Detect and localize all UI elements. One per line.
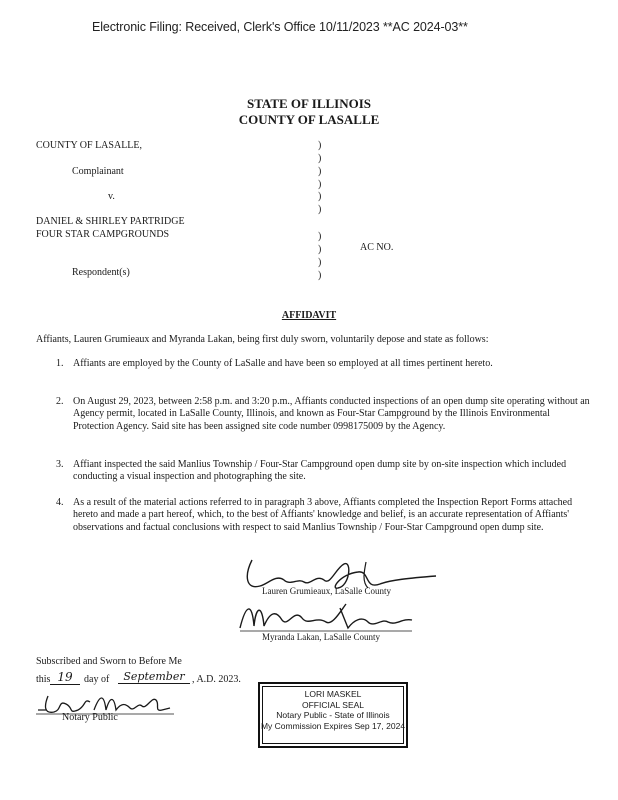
stamp-expires: My Commission Expires Sep 17, 2024 [260, 720, 406, 731]
filing-header: Electronic Filing: Received, Clerk's Office 10/11/2023 **AC 2024-03** [92, 20, 468, 34]
caption-paren: ) [318, 257, 322, 268]
county-title: COUNTY OF LASALLE [238, 112, 380, 127]
item-number: 1. [56, 358, 64, 369]
stamp-seal: OFFICIAL SEAL [301, 699, 365, 710]
item-text: Affiants are employed by the County of LaSalle and have been so employed at all times pertinent hereto. [73, 358, 493, 369]
caption-paren: ) [318, 231, 322, 242]
caption-paren: ) [318, 191, 322, 202]
item-number: 3. [56, 459, 64, 470]
subscribed-text: Subscribed and Sworn to Before Me [36, 656, 182, 667]
caption-paren: ) [318, 244, 322, 255]
notary-month: September [118, 670, 190, 684]
affiant2-signature [236, 598, 416, 636]
caption-ac-no: AC NO. [360, 242, 394, 253]
notary-this: this [36, 674, 51, 685]
notary-year: , A.D. 2023. [192, 674, 241, 685]
item-number: 2. [56, 396, 64, 407]
caption-respondent-line2: FOUR STAR CAMPGROUNDS [36, 229, 170, 240]
caption-paren: ) [318, 166, 322, 177]
item-text: As a result of the material actions referred to in paragraph 3 above, Affiants completed the Inspection Report Forms attached hereto and made a part hereof, which, to the best of Affiants' knowledge and belief, is an accurate representation of Affiants' observations and factual conclusions with respect to said Manlius Township / Four-Star Campground open dump site. [73, 497, 573, 533]
caption-versus: v. [108, 191, 115, 202]
affidavit-title: AFFIDAVIT [281, 310, 337, 321]
caption-county: COUNTY OF LASALLE, [36, 140, 143, 151]
item-text: Affiant inspected the said Manlius Township / Four-Star Campground open dump site by on-site inspection which included conducting a visual inspection and photographing the site. [73, 459, 567, 483]
caption-paren: ) [318, 204, 322, 215]
caption-paren: ) [318, 270, 322, 281]
item-text: On August 29, 2023, between 2:58 p.m. and 3:20 p.m., Affiants conducted inspections of an open dump site operating without an Agency permit, located in LaSalle County, Illinois, and known as Four-Star Campground by the Illinois Environmental Protection Agency. Said site has been assigned site code number 0998175009 by the Agency. [73, 396, 590, 432]
stamp-state: Notary Public - State of Illinois [276, 710, 390, 720]
notary-seal-stamp [258, 682, 408, 748]
caption-paren: ) [318, 179, 322, 190]
caption-complainant: Complainant [72, 166, 124, 177]
affiant2-name: Myranda Lakan, LaSalle County [262, 632, 380, 642]
caption-paren: ) [318, 140, 322, 151]
stamp-name: LORI MASKEL [304, 689, 362, 699]
caption-paren: ) [318, 153, 322, 164]
notary-day-of: day of [84, 674, 110, 685]
state-title: STATE OF ILLINOIS [246, 96, 372, 111]
affidavit-intro: Affiants, Lauren Grumieaux and Myranda Lakan, being first duly sworn, voluntarily depose and state as follows: [36, 334, 489, 345]
caption-respondents: Respondent(s) [72, 267, 130, 278]
notary-day: 19 [50, 670, 80, 685]
item-number: 4. [56, 497, 64, 508]
caption-respondent-line1: DANIEL & SHIRLEY PARTRIDGE [36, 216, 185, 227]
affiant1-name: Lauren Grumieaux, LaSalle County [262, 586, 391, 596]
notary-public-label: Notary Public [62, 712, 118, 723]
